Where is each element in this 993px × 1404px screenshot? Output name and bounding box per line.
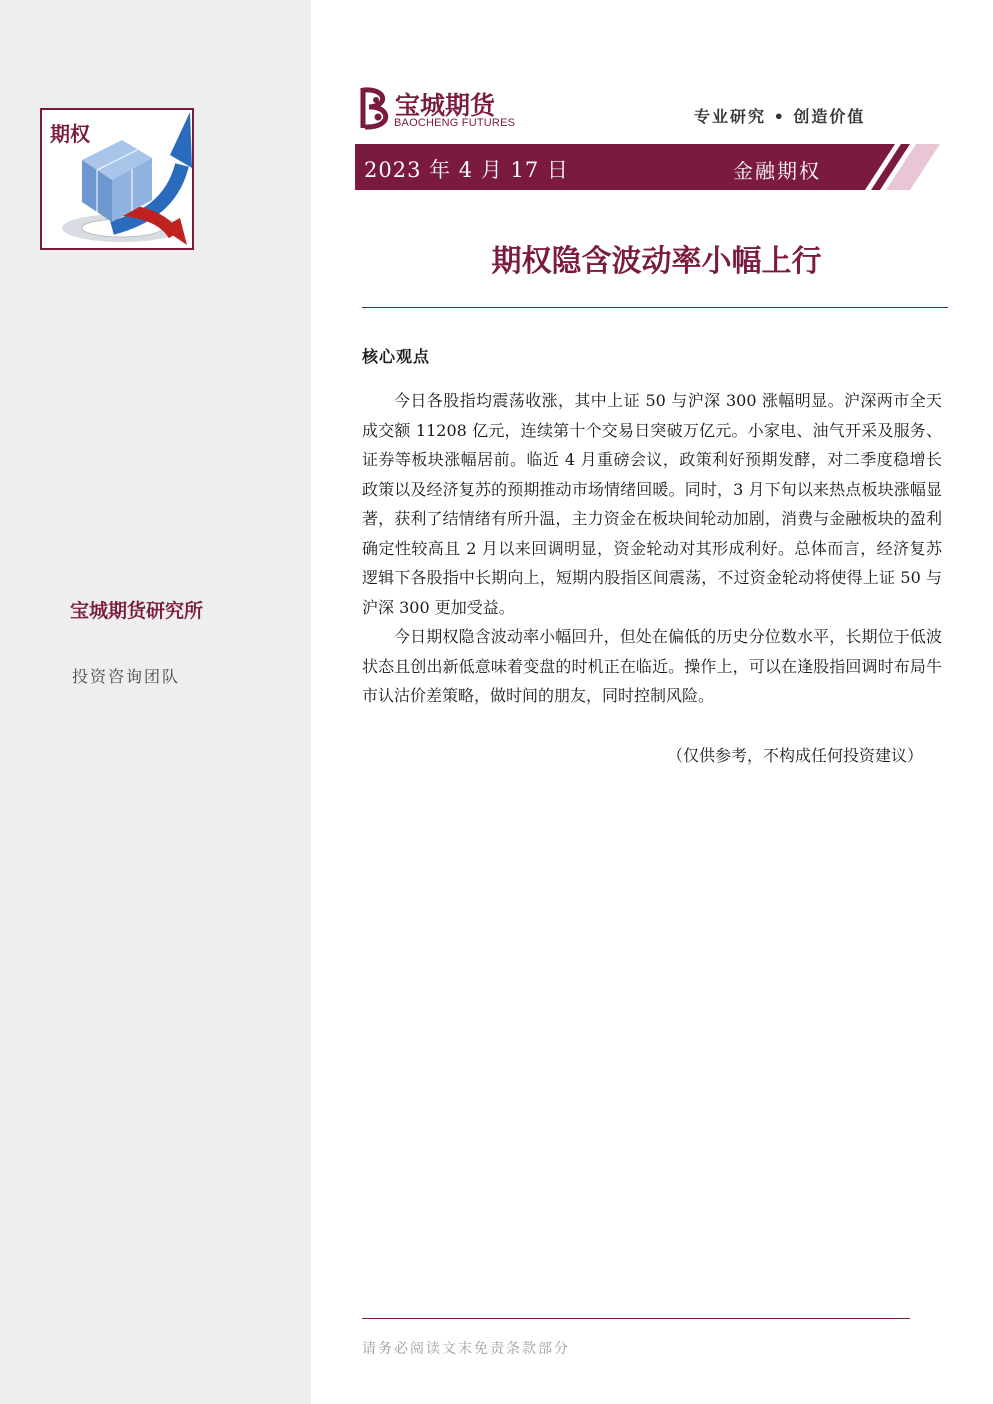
company-logo (357, 86, 527, 132)
disclaimer: （仅供参考，不构成任何投资建议） (667, 746, 924, 765)
report-body (362, 386, 942, 711)
baocheng-logo-icon (357, 86, 391, 130)
institute-name: 宝城期货研究所 (70, 600, 204, 622)
report-title: 期权隐含波动率小幅上行 (491, 244, 822, 279)
cover-tag: 期权 (50, 122, 90, 146)
footer-divider (362, 1318, 910, 1319)
sidebar (0, 0, 311, 1404)
report-category: 金融期权 (733, 159, 821, 183)
slogan: 专业研究 • 创造价值 (694, 107, 866, 126)
date-banner (355, 144, 940, 190)
footer-note: 请务必阅读文末免责条款部分 (362, 1341, 570, 1357)
section-heading: 核心观点 (362, 347, 431, 366)
title-divider (362, 307, 948, 308)
body-paragraph: 今日各股指均震荡收涨，其中上证 50 与沪深 300 涨幅明显。沪深两市全天成交额 11208 亿元，连续第十个交易日突破万亿元。小家电、油气开采及服务、证券等板块涨幅居前。临近 4 月重磅会议，政策利好预期发酵，对二季度稳增长政策以及经济复苏的预期推动市场情绪回暖。同时，3 月下旬以来热点板块涨幅显著，获利了结情绪有所升温，主力资金在板块间轮动加剧，消费与金融板块的盈利确定性较高且 2 月以来回调明显，资金轮动对其形成利好。总体而言，经济复苏逻辑下各股指中长期向上，短期内股指区间震荡，不过资金轮动将使得上证 50 与沪深 300 更加受益。 (362, 391, 942, 617)
body-paragraph: 今日期权隐含波动率小幅回升，但处在偏低的历史分位数水平，长期位于低波状态且创出新低意味着变盘的时机正在临近。操作上，可以在逢股指回调时布局牛市认沽价差策略，做时间的朋友，同时控制风险。 (362, 627, 942, 705)
report-date: 2023 年 4 月 17 日 (364, 158, 569, 182)
logo-text-en: BAOCHENG FUTURES (394, 117, 516, 129)
team-name: 投资咨询团队 (72, 667, 181, 686)
logo-text-cn: 宝城期货 (395, 91, 496, 120)
cover-image (40, 108, 194, 250)
